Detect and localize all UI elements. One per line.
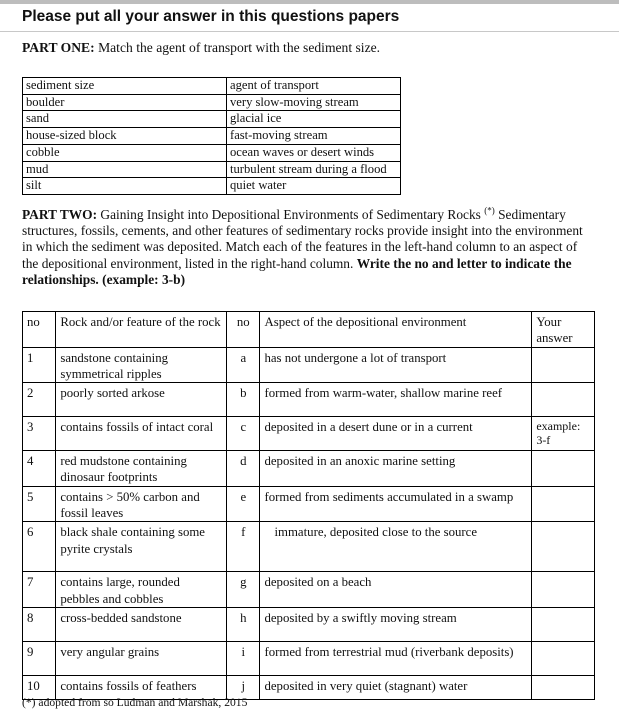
feature-cell: red mudstone containing dinosaur footprints bbox=[56, 451, 227, 487]
answer-cell[interactable]: example: 3-f bbox=[532, 417, 595, 451]
table-row bbox=[23, 178, 401, 195]
aspect-cell: has not undergone a lot of transport bbox=[260, 347, 532, 383]
part-two-bold-instruction: Write the no and letter to indicate the relationships. (example: 3-b) bbox=[22, 255, 572, 287]
aspect-cell: deposited in very quiet (stagnant) water bbox=[260, 675, 532, 699]
feature-cell: contains fossils of feathers bbox=[56, 675, 227, 699]
table-row bbox=[23, 111, 401, 128]
table-row bbox=[23, 572, 595, 608]
table-row bbox=[23, 641, 595, 675]
table-row bbox=[23, 486, 595, 522]
row-number-cell: 9 bbox=[23, 641, 56, 675]
aspect-cell: deposited by a swiftly moving stream bbox=[260, 607, 532, 641]
agent-of-transport-cell: agent of transport bbox=[227, 78, 401, 95]
part-two-intro bbox=[22, 207, 592, 288]
row-number-cell: 1 bbox=[23, 347, 56, 383]
table-header-row bbox=[23, 312, 595, 348]
agent-of-transport-cell: turbulent stream during a flood bbox=[227, 161, 401, 178]
table-row bbox=[23, 128, 401, 145]
feature-cell: contains large, rounded pebbles and cobbles bbox=[56, 572, 227, 608]
row-number-cell: 6 bbox=[23, 522, 56, 572]
top-border bbox=[0, 0, 619, 4]
sediment-size-cell: cobble bbox=[23, 144, 227, 161]
letter-cell: h bbox=[227, 607, 260, 641]
row-number-cell: 3 bbox=[23, 417, 56, 451]
footnote: (*) adopted from so Ludman and Marshak, 2015 bbox=[22, 696, 248, 709]
sediment-size-cell: boulder bbox=[23, 94, 227, 111]
feature-cell: contains > 50% carbon and fossil leaves bbox=[56, 486, 227, 522]
row-number-cell: 7 bbox=[23, 572, 56, 608]
header-aspect: Aspect of the depositional environment bbox=[260, 312, 532, 348]
aspect-cell: deposited on a beach bbox=[260, 572, 532, 608]
table-row bbox=[23, 144, 401, 161]
table-row bbox=[23, 607, 595, 641]
table-row bbox=[23, 347, 595, 383]
letter-cell: f bbox=[227, 522, 260, 572]
answer-cell[interactable] bbox=[532, 522, 595, 572]
agent-of-transport-cell: fast-moving stream bbox=[227, 128, 401, 145]
answer-cell[interactable] bbox=[532, 607, 595, 641]
answer-cell[interactable] bbox=[532, 347, 595, 383]
sediment-size-cell: house-sized block bbox=[23, 128, 227, 145]
answer-cell[interactable] bbox=[532, 383, 595, 417]
agent-of-transport-cell: ocean waves or desert winds bbox=[227, 144, 401, 161]
letter-cell: d bbox=[227, 451, 260, 487]
feature-cell: poorly sorted arkose bbox=[56, 383, 227, 417]
sediment-size-cell: mud bbox=[23, 161, 227, 178]
title-divider bbox=[0, 31, 619, 32]
sediment-size-cell: sand bbox=[23, 111, 227, 128]
feature-cell: contains fossils of intact coral bbox=[56, 417, 227, 451]
answer-cell[interactable] bbox=[532, 486, 595, 522]
answer-cell[interactable] bbox=[532, 641, 595, 675]
aspect-cell: formed from warm-water, shallow marine reef bbox=[260, 383, 532, 417]
row-number-cell: 2 bbox=[23, 383, 56, 417]
part-two-table bbox=[22, 311, 595, 700]
table-row bbox=[23, 417, 595, 451]
table-row bbox=[23, 522, 595, 572]
sediment-size-cell: silt bbox=[23, 178, 227, 195]
part-two-body: Sedimentary structures, fossils, cements, and other features of sedimentary rocks provide insight into the environment in which the sediment was deposited. Match each of the features in the left-hand column to an aspect of the depositional environment, listed in the right-hand column. bbox=[22, 207, 583, 271]
header-answer: Your answer bbox=[532, 312, 595, 348]
table-row bbox=[23, 161, 401, 178]
page-title: Please put all your answer in this questions papers bbox=[22, 8, 400, 25]
agent-of-transport-cell: very slow-moving stream bbox=[227, 94, 401, 111]
table-row bbox=[23, 383, 595, 417]
feature-cell: very angular grains bbox=[56, 641, 227, 675]
letter-cell: j bbox=[227, 675, 260, 699]
part-one-instruction: Match the agent of transport with the sediment size. bbox=[98, 40, 381, 55]
header-no2: no bbox=[227, 312, 260, 348]
row-number-cell: 5 bbox=[23, 486, 56, 522]
letter-cell: i bbox=[227, 641, 260, 675]
letter-cell: b bbox=[227, 383, 260, 417]
answer-cell[interactable] bbox=[532, 572, 595, 608]
part-two-label: PART TWO: bbox=[22, 207, 98, 222]
aspect-cell: deposited in a desert dune or in a current bbox=[260, 417, 532, 451]
letter-cell: c bbox=[227, 417, 260, 451]
answer-cell[interactable] bbox=[532, 675, 595, 699]
letter-cell: g bbox=[227, 572, 260, 608]
letter-cell: e bbox=[227, 486, 260, 522]
aspect-cell: formed from sediments accumulated in a swamp bbox=[260, 486, 532, 522]
table-row bbox=[23, 451, 595, 487]
part-one-table bbox=[22, 77, 401, 195]
agent-of-transport-cell: glacial ice bbox=[227, 111, 401, 128]
row-number-cell: 4 bbox=[23, 451, 56, 487]
header-no: no bbox=[23, 312, 56, 348]
letter-cell: a bbox=[227, 347, 260, 383]
feature-cell: black shale containing some pyrite crystals bbox=[56, 522, 227, 572]
sediment-size-cell: sediment size bbox=[23, 78, 227, 95]
row-number-cell: 8 bbox=[23, 607, 56, 641]
header-feature: Rock and/or feature of the rock bbox=[56, 312, 227, 348]
feature-cell: cross-bedded sandstone bbox=[56, 607, 227, 641]
aspect-cell: immature, deposited close to the source bbox=[260, 522, 532, 572]
part-two-title: Gaining Insight into Depositional Environments of Sedimentary Rocks bbox=[100, 207, 481, 222]
table-row bbox=[23, 94, 401, 111]
part-two-title-mark: (*) bbox=[484, 205, 495, 216]
feature-cell: sandstone containing symmetrical ripples bbox=[56, 347, 227, 383]
aspect-cell: deposited in an anoxic marine setting bbox=[260, 451, 532, 487]
agent-of-transport-cell: quiet water bbox=[227, 178, 401, 195]
table-row bbox=[23, 78, 401, 95]
part-one-label: PART ONE: bbox=[22, 40, 95, 55]
answer-cell[interactable] bbox=[532, 451, 595, 487]
row-number-cell: 10 bbox=[23, 675, 56, 699]
part-one-heading bbox=[22, 40, 380, 56]
aspect-cell: formed from terrestrial mud (riverbank deposits) bbox=[260, 641, 532, 675]
